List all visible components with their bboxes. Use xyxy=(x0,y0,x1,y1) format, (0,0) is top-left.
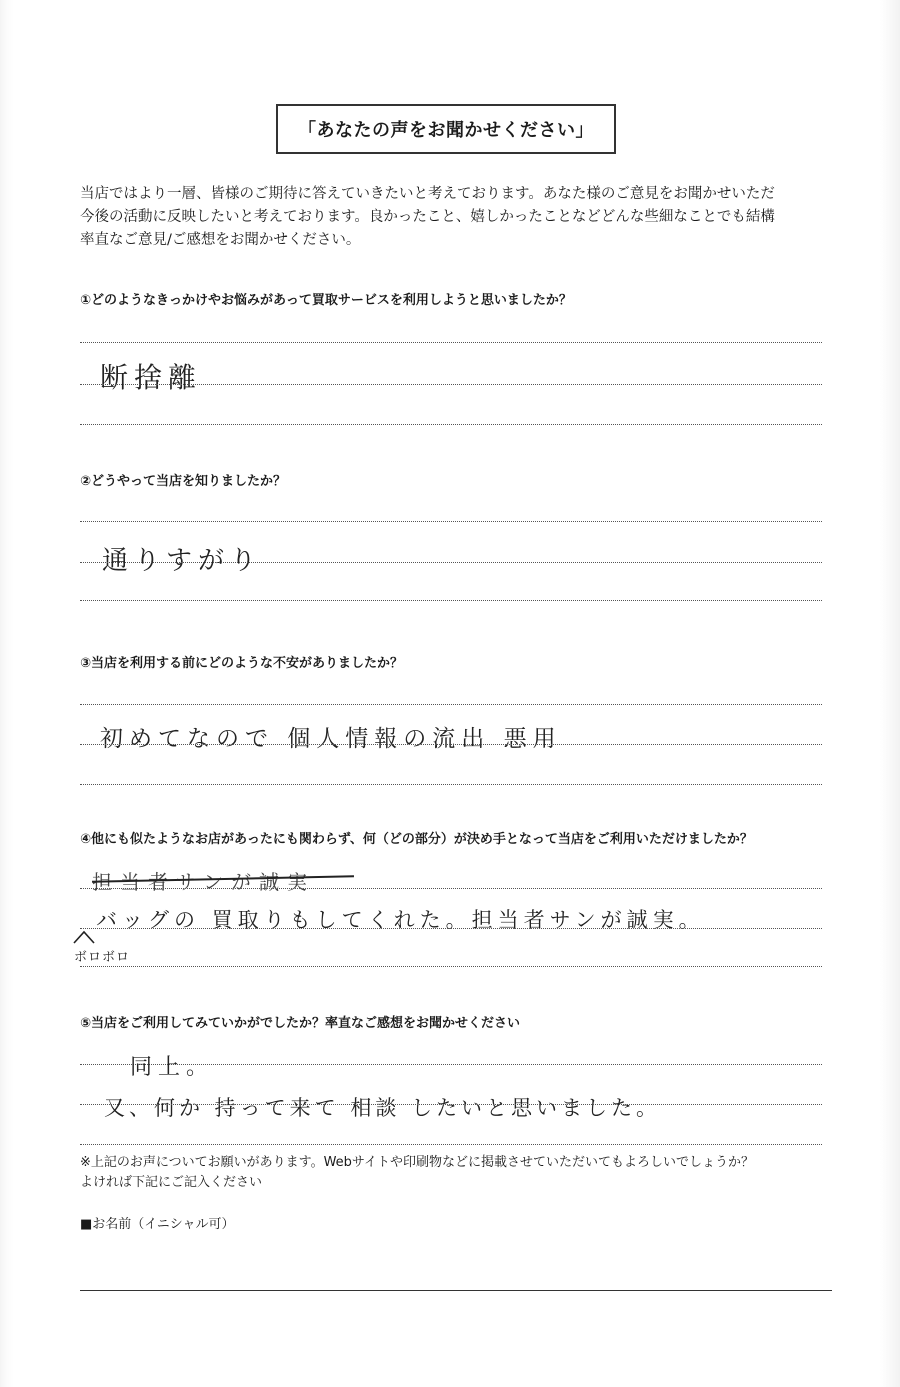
answer-5-line-2[interactable]: 又、何か 持って来て 相談 したいと思いました。 xyxy=(104,1096,662,1120)
answer-line xyxy=(80,562,822,563)
answer-line xyxy=(80,1144,822,1145)
answer-line xyxy=(80,784,822,785)
answer-line xyxy=(80,888,822,889)
note-line: よければ下記にご記入ください xyxy=(80,1175,263,1190)
answer-line xyxy=(80,521,822,522)
answer-line xyxy=(80,744,822,745)
answer-4-insert-note: ボロボロ xyxy=(74,950,131,965)
answer-line xyxy=(80,342,822,343)
question-5: ⑤当店をご利用してみていかがでしたか？率直なご感想をお聞かせください xyxy=(80,1016,521,1031)
answer-line xyxy=(80,600,822,601)
question-1: ①どのようなきっかけやお悩みがあって買取サービスを利用しようと思いましたか？ xyxy=(80,293,572,308)
note-line: ※上記のお声についてお願いがあります。Webサイトや印刷物などに掲載させていただいてもよろしいでしょうか？ xyxy=(80,1155,755,1170)
answer-4[interactable]: バッグの 買取りもしてくれた。担当者サンが誠実。 xyxy=(96,908,705,932)
answer-3[interactable]: 初めてなので 個人情報の流出 悪用 xyxy=(100,726,562,752)
name-field-line[interactable] xyxy=(80,1290,832,1291)
intro-line: 今後の活動に反映したいと考えております。良かったこと、嬉しかったことなどどんな些細なことでも結構 xyxy=(80,209,775,225)
form-title: 「あなたの声をお聞かせください」 xyxy=(276,104,616,154)
answer-line xyxy=(80,966,822,967)
intro-line: 率直なご意見/ご感想をお聞かせください。 xyxy=(80,232,361,248)
answer-line xyxy=(80,928,822,929)
answer-line xyxy=(80,704,822,705)
question-2: ②どうやって当店を知りましたか？ xyxy=(80,474,287,489)
name-label: ■お名前（イニシャル可） xyxy=(80,1217,235,1232)
answer-4-struck: 担当者サンが誠実 xyxy=(92,870,315,894)
answer-line xyxy=(80,1104,822,1105)
question-3: ③当店を利用する前にどのような不安がありましたか？ xyxy=(80,656,404,671)
answer-1[interactable]: 断捨離 xyxy=(100,361,203,394)
question-4: ④他にも似たようなお店があったにも関わらず、何（どの部分）が決め手となって当店をご利用いただけましたか？ xyxy=(80,832,753,847)
answer-5-line-1[interactable]: 同上。 xyxy=(130,1055,215,1080)
answer-line xyxy=(80,384,822,385)
insert-caret-icon xyxy=(72,930,96,944)
publication-note xyxy=(80,1153,754,1193)
answer-line xyxy=(80,424,822,425)
intro-text xyxy=(80,183,840,252)
answer-2[interactable]: 通りすがり xyxy=(102,546,263,576)
intro-line: 当店ではより一層、皆様のご期待に答えていきたいと考えております。あなた様のご意見をお聞かせいただ xyxy=(80,186,775,202)
